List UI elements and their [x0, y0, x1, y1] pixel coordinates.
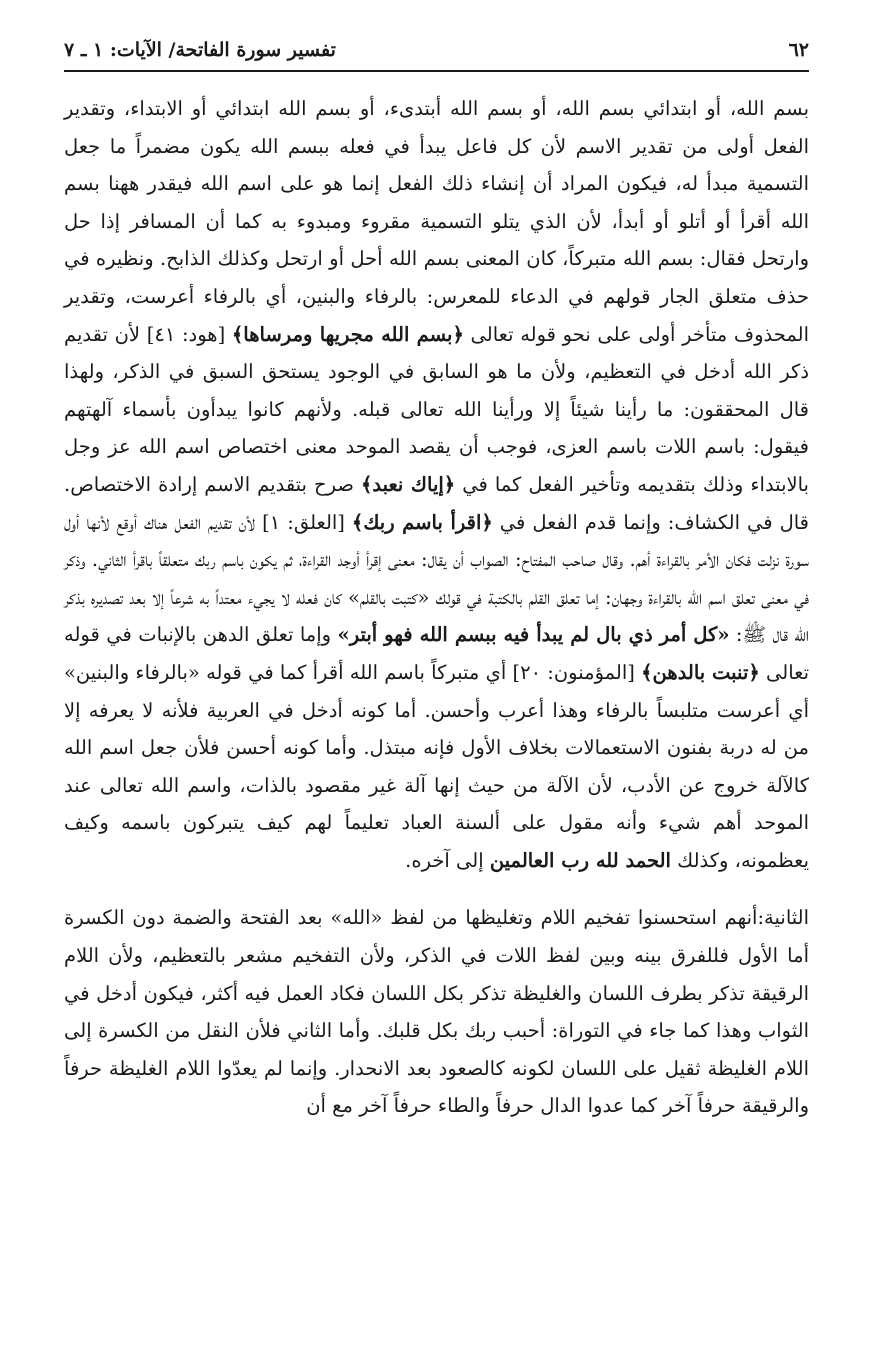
- body-text: [64, 90, 809, 1125]
- text-run: [العلق: ١] لأن تقديم الفعل هناك أوقع لأنها أول سورة نزلت فكان الأمر بالقراءة أهم. وقال صاحب المفتاح: الصواب أن يقال: معنى إقرأ أوجد القراءة، ثم يكون باسم ربك متعلقاً باقرأ الثاني. وذكر في معنى تعلق اسم الله بالقراءة وجهان: إما تعلق القلم بالكتبة في قولك «كتبت بالقلم» كان فعله لا يجيء معتداً به شرعاً إلا بعد تصديره بذكر الله قال ﷺ:: [64, 510, 810, 647]
- quran-quote: ﴿إياك نعبد﴾: [360, 472, 456, 496]
- hadith-quote: «كل أمر ذي بال لم يبدأ فيه ببسم الله فهو أبتر»: [337, 623, 730, 647]
- quran-quote: ﴿تنبت بالدهن﴾: [641, 660, 760, 684]
- paragraph-2: [64, 899, 809, 1125]
- text-run: الثانية:أنهم استحسنوا تفخيم اللام وتغليظها من لفظ «الله» بعد الفتحة والضمة دون الكسرة أما الأول فللفرق بينه وبين لفظ اللات في الذكر، ولأن التفخيم مشعر بالتعظيم، ولأن اللام الرقيقة تذكر بطرف اللسان والغليظة تذكر بكل اللسان فكاد العمل فيه أكثر، فيكون أدخل في الثواب وهذا كما جاء في التوراة: أحبب ربك بكل قلبك. وأما الثاني فلأن النقل من الكسرة إلى اللام الغليظة ثقيل على اللسان لكونه كالصعود بعد الانحدار. وإنما لم يعدّوا اللام الغليظة حرفاً والرقيقة حرفاً آخر كما عدوا الدال حرفاً والطاء حرفاً آخر مع أن: [64, 906, 809, 1118]
- text-run: [هود: ٤١] لأن تقديم ذكر الله أدخل في التعظيم، ولأن ما هو السابق في الوجود يستحق السبق في الذكر، ولهذا قال المحققون: ما رأينا شيئاً إلا ورأينا الله تعالى قبله. ولأنهم كانوا يبدأون بأسماء آلهتهم فيقول: باسم اللات باسم العزى، فوجب أن يقصد الموحد معنى اختصاص اسم الله عز وجل بالابتداء وذلك بتقديمه وتأخير الفعل كما في: [64, 322, 809, 496]
- text-run: بسم الله، أو ابتدائي بسم الله، أو بسم الله أبتدىء، أو بسم الله ابتدائي أو الابتداء، وتقدير الفعل أولى من تقدير الاسم لأن كل فاعل يبدأ في فعله ببسم الله يكون مضمراً ما جعل التسمية مبدأ له، فيكون المراد أن إنشاء ذلك الفعل إنما هو على اسم الله فيقدر ههنا بسم الله أقرأ أو أتلو أو أبدأ، لأن الذي يتلو التسمية مقروء ومبدوء به كما أن المسافر إذا حل وارتحل فقال: بسم الله متبركاً، كان المعنى بسم الله أحل أو ارتحل وكذلك الذابح. ونظيره في حذف متعلق الجار قولهم في الدعاء للمعرس: بالرفاء والبنين، أي بالرفاء أعرست، وتقدير المحذوف متأخر أولى على نحو قوله تعالى: [64, 97, 809, 346]
- text-run: [المؤمنون: ٢٠] أي متبركاً باسم الله أقرأ كما في قوله «بالرفاء والبنين» أي أعرست متلبساً بالرفاء وهذا أعرب وأحسن. أما كونه أدخل في العربية فلأنه لا يعرفه إلا من له دربة بفنون الاستعمالات بخلاف الأول فإنه مبتذل. وأما كونه أحسن فلأن جعل اسم الله كالآلة خروج عن الأدب، لأن الآلة من حيث إنها آلة غير مقصود بالذات، واسم الله تعالى عند الموحد أهم شيء وأنه مقول على ألسنة العباد تعليماً لهم كيف يتبركون باسمه وكيف يعظمونه، وكذلك: [64, 660, 809, 872]
- page-number: ٦٢: [788, 39, 809, 61]
- paragraph-1: [64, 90, 809, 879]
- quran-quote: الحمد لله رب العالمين: [489, 848, 671, 872]
- running-title: تفسير سورة الفاتحة/ الآيات: ١ ـ ٧: [64, 39, 336, 61]
- header-rule: [64, 70, 809, 72]
- text-run: صرح بتقديم الاسم إرادة الاختصاص. قال في الكشاف: وإنما قدم الفعل في: [64, 472, 810, 534]
- page-header: [64, 36, 809, 70]
- text-run: إلى آخره.: [405, 848, 490, 872]
- text-run: وإما تعلق الدهن بالإنبات في قوله تعالى: [64, 623, 809, 684]
- quran-quote: ﴿بسم الله مجريها ومرساها﴾: [231, 322, 464, 346]
- quran-quote: ﴿اقرأ باسم ربك﴾: [351, 510, 493, 534]
